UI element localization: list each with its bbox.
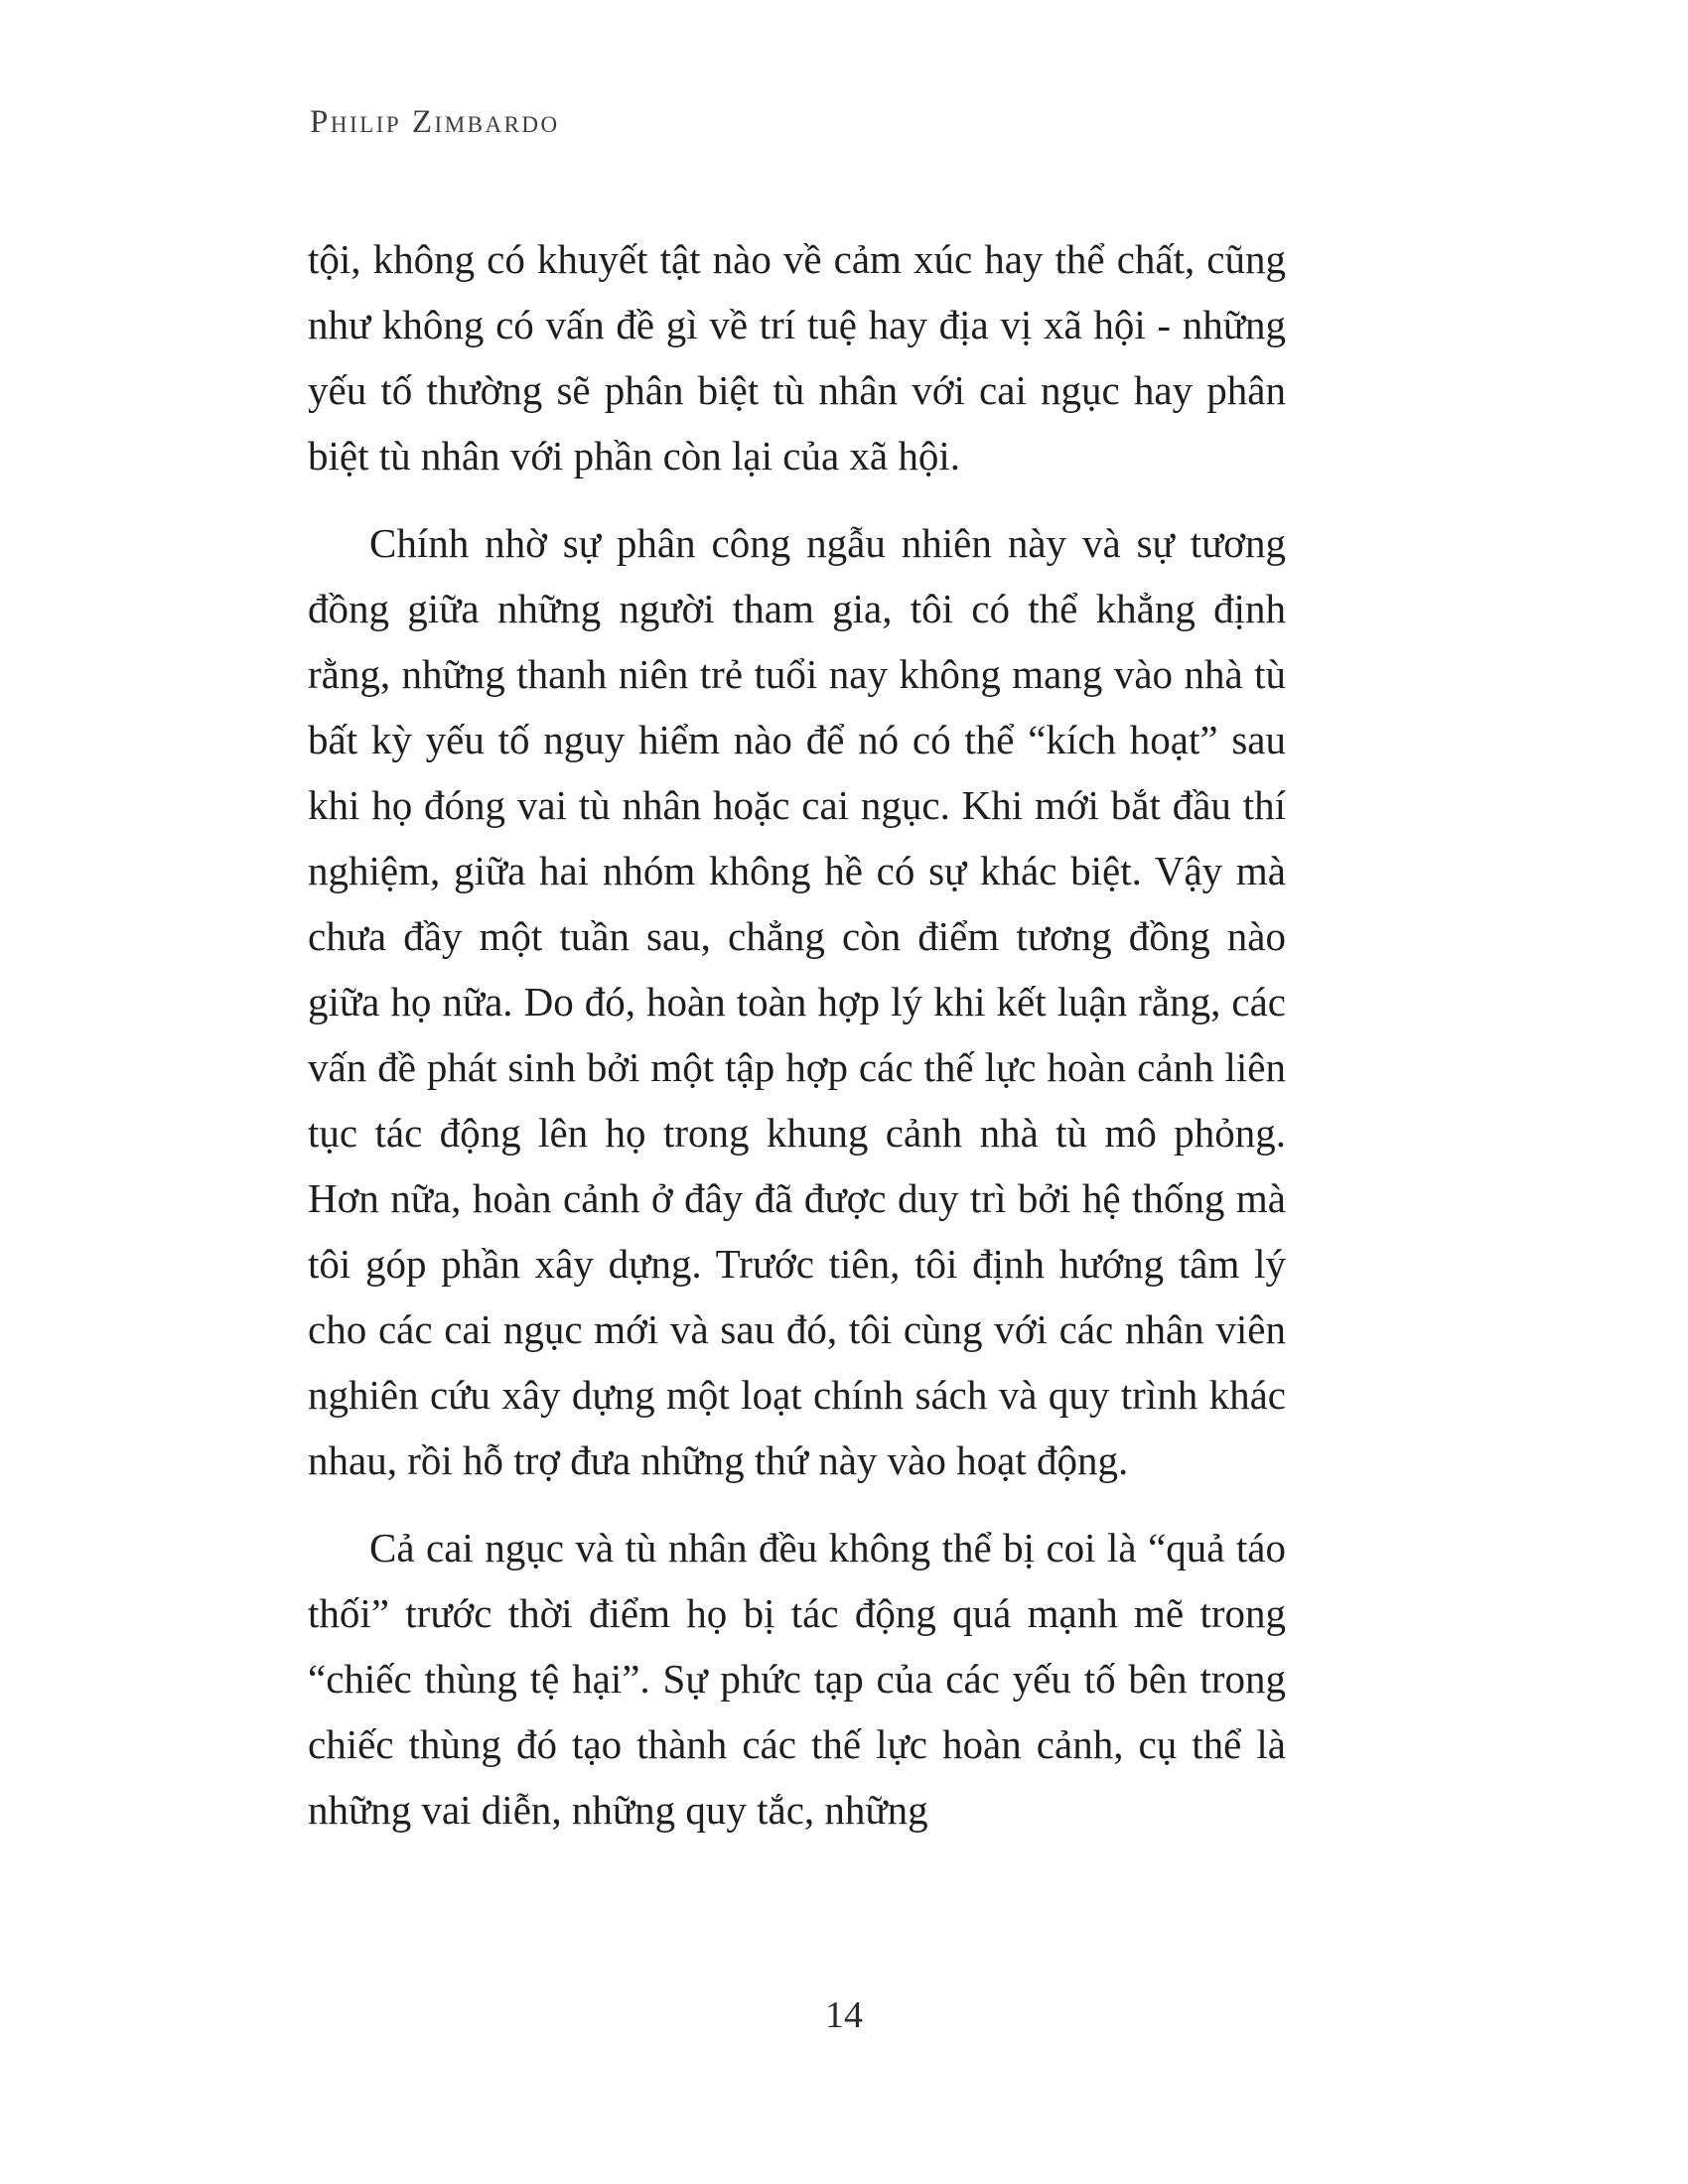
running-header-author: Philip Zimbardo xyxy=(310,104,560,140)
page-body xyxy=(308,226,1286,1864)
page-number: 14 xyxy=(825,1994,863,2036)
paragraph-continuation: tội, không có khuyết tật nào về cảm xúc hay thể chất, cũng như không có vấn đề gì về trí tuệ hay địa vị xã hội - những yếu tố thường sẽ phân biệt tù nhân với cai ngục hay phân biệt tù nhân với phần còn lại của xã hội. xyxy=(308,236,1286,478)
paragraph: Cả cai ngục và tù nhân đều không thể bị coi là “quả táo thối” trước thời điểm họ bị tác động quá mạnh mẽ trong “chiếc thùng tệ hại”. Sự phức tạp của các yếu tố bên trong chiếc thùng đó tạo thành các thế lực hoàn cảnh, cụ thể là những vai diễn, những quy tắc, những xyxy=(308,1525,1286,1833)
paragraph: Chính nhờ sự phân công ngẫu nhiên này và sự tương đồng giữa những người tham gia, tôi có thể khẳng định rằng, những thanh niên trẻ tuổi nay không mang vào nhà tù bất kỳ yếu tố nguy hiểm nào để nó có thể “kích hoạt” sau khi họ đóng vai tù nhân hoặc cai ngục. Khi mới bắt đầu thí nghiệm, giữa hai nhóm không hề có sự khác biệt. Vậy mà chưa đầy một tuần sau, chẳng còn điểm tương đồng nào giữa họ nữa. Do đó, hoàn toàn hợp lý khi kết luận rằng, các vấn đề phát sinh bởi một tập hợp các thế lực hoàn cảnh liên tục tác động lên họ trong khung cảnh nhà tù mô phỏng. Hơn nữa, hoàn cảnh ở đây đã được duy trì bởi hệ thống mà tôi góp phần xây dựng. Trước tiên, tôi định hướng tâm lý cho các cai ngục mới và sau đó, tôi cùng với các nhân viên nghiên cứu xây dựng một loạt chính sách và quy trình khác nhau, rồi hỗ trợ đưa những thứ này vào hoạt động. xyxy=(308,520,1286,1483)
